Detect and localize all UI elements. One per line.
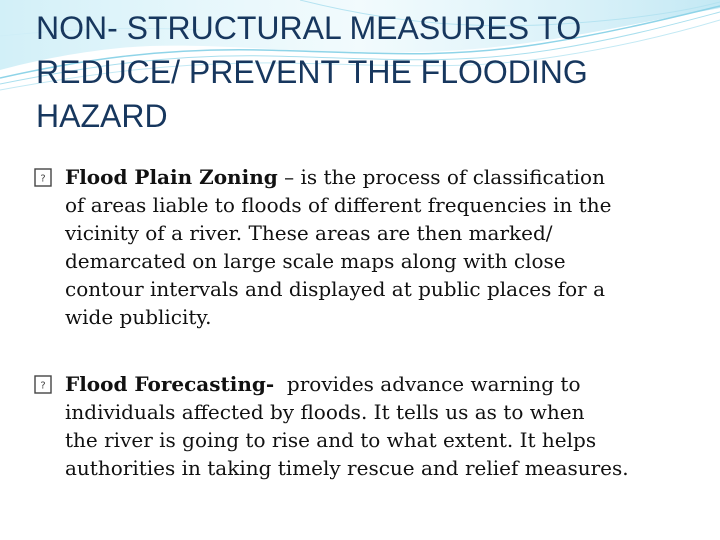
title-line-1: NON- STRUCTURAL MEASURES TO — [36, 10, 582, 46]
svg-text:?: ? — [40, 380, 46, 392]
slide-title — [36, 6, 696, 138]
bullet-1-line-2: of areas liable to floods of different frequencies in the — [65, 193, 612, 217]
bullet-1-line-4: demarcated on large scale maps along with close — [65, 249, 566, 273]
missing-glyph-box-icon — [34, 168, 52, 187]
missing-glyph-box-icon — [34, 375, 52, 394]
bullet-2-line-3: the river is going to rise and to what extent. It helps — [65, 428, 597, 452]
svg-text:?: ? — [40, 173, 46, 185]
bullet-flood-forecasting — [34, 370, 694, 482]
bullet-1-term: Flood Plain Zoning — [65, 165, 278, 189]
bullet-2-line-4: authorities in taking timely rescue and relief measures. — [65, 456, 629, 480]
bullet-2-line-2: individuals affected by floods. It tells us as to when — [65, 400, 585, 424]
bullet-1-line-5: contour intervals and displayed at public places for a — [65, 277, 606, 301]
title-line-2: REDUCE/ PREVENT THE FLOODING — [36, 54, 588, 90]
bullet-2-line-1 — [65, 370, 694, 398]
bullet-2-first-text: provides advance warning to — [274, 372, 581, 396]
bullet-list — [34, 163, 694, 521]
bullet-1-line-3: vicinity of a river. These areas are then marked/ — [65, 221, 553, 245]
title-line-3: HAZARD — [36, 98, 168, 134]
bullet-1-line-6: wide publicity. — [65, 305, 212, 329]
bullet-1-line-1 — [65, 163, 694, 191]
bullet-2-term: Flood Forecasting- — [65, 372, 275, 396]
bullet-flood-plain-zoning — [34, 163, 694, 331]
bullet-1-first-text: – is the process of classification — [277, 165, 605, 189]
